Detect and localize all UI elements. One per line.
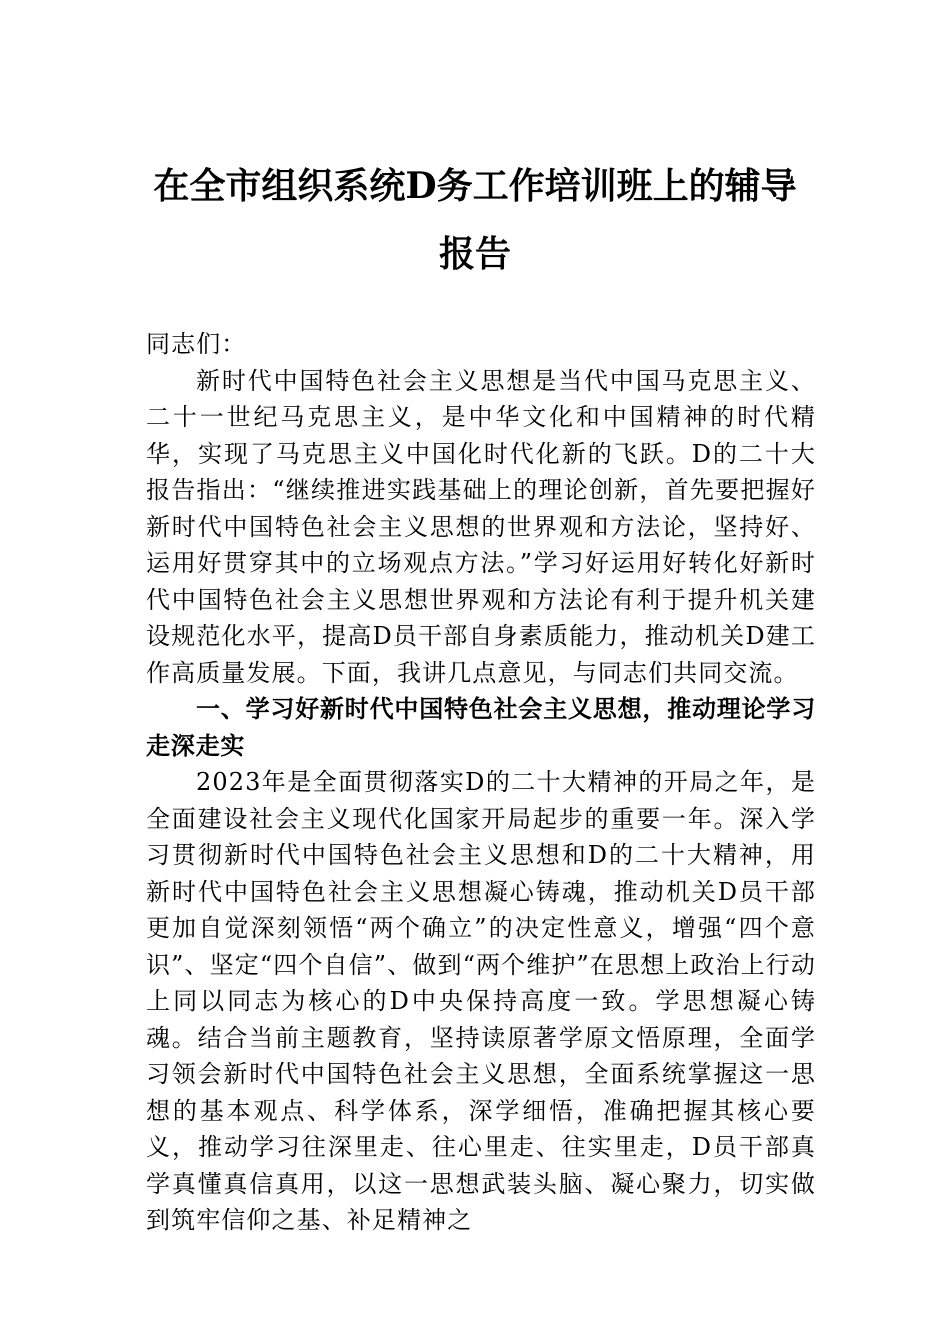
paragraph-intro: 新时代中国特色社会主义思想是当代中国马克思主义、二十一世纪马克思主义，是中华文化和中国精神的时代精华，实现了马克思主义中国化时代化新的飞跃。D的二十大报告指出：“继续推进实践基础上的理论创新，首先要把握好新时代中国特色社会主义思想的世界观和方法论，坚持好、运用好贯穿其中的立场观点方法。”学习好运用好转化好新时代中国特色社会主义思想世界观和方法论有利于提升机关建设规范化水平，提高D员干部自身素质能力，推动机关D建工作高质量发展。下面，我讲几点意见，与同志们共同交流。 (146, 366, 816, 687)
paragraph-section-1: 2023年是全面贯彻落实D的二十大精神的开局之年，是全面建设社会主义现代化国家开局起步的重要一年。深入学习贯彻新时代中国特色社会主义思想和D的二十大精神，用新时代中国特色社会主义思想凝心铸魂，推动机关D员干部更加自觉深刻领悟“两个确立”的决定性意义，增强“四个意识”、坚定“四个自信”、做到“两个维护”在思想上政治上行动上同以同志为核心的D中央保持高度一致。学思想凝心铸魂。结合当前主题教育，坚持读原著学原文悟原理，全面学习领会新时代中国特色社会主义思想，全面系统掌握这一思想的基本观点、科学体系，深学细悟，准确把握其核心要义，推动学习往深里走、往心里走、往实里走，D员干部真学真懂真信真用，以这一思想武装头脑、凝心聚力，切实做到筑牢信仰之基、补足精神之 (146, 768, 816, 1234)
document-title-line-2: 报告 (438, 233, 511, 275)
section-heading-1: 一、学习好新时代中国特色社会主义思想，推动理论学习走深走实 (146, 695, 816, 760)
document-title-line-1: 在全市组织系统D务工作培训班上的辅导 (153, 165, 797, 207)
salutation: 同志们： (146, 330, 247, 358)
document-body (146, 326, 816, 1239)
